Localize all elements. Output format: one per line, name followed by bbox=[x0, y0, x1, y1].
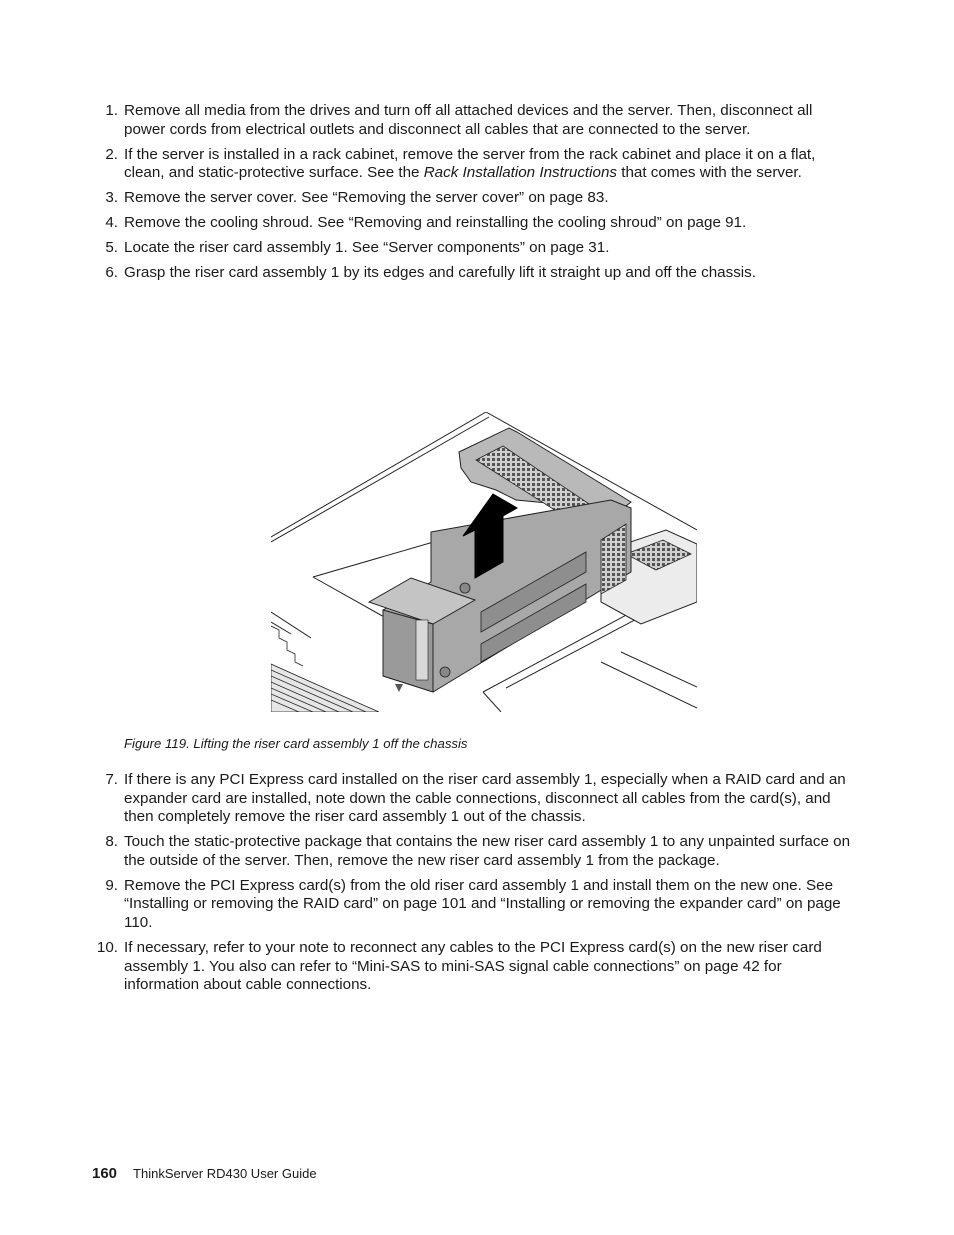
heatsink bbox=[271, 626, 379, 712]
step-number: 8. bbox=[105, 833, 118, 851]
step-item bbox=[92, 189, 852, 208]
chassis-edge bbox=[621, 652, 697, 687]
thumbscrew bbox=[440, 667, 450, 677]
step-item bbox=[92, 146, 852, 183]
thumbscrew bbox=[460, 583, 470, 593]
step-item bbox=[92, 877, 852, 933]
step-text: Grasp the riser card assembly 1 by its edges and carefully lift it straight up and off the chassis. bbox=[124, 264, 756, 282]
chassis-edge bbox=[313, 577, 386, 618]
chassis-edge bbox=[601, 662, 697, 708]
chassis-edge bbox=[483, 692, 501, 712]
chassis-edge bbox=[271, 417, 489, 542]
chassis-edge bbox=[271, 622, 291, 634]
step-number: 4. bbox=[105, 214, 118, 232]
riser-card-illustration bbox=[271, 412, 697, 712]
step-number: 7. bbox=[105, 771, 118, 788]
page-footer bbox=[92, 1165, 317, 1182]
step-text-part: If the server is installed in a rack cabinet, remove the server from the rack cabinet and place it on a flat, clean, and static-protective surface. See the bbox=[124, 145, 816, 182]
step-item bbox=[92, 833, 852, 870]
steps-list-before bbox=[92, 102, 852, 289]
step-number: 2. bbox=[105, 145, 118, 163]
step-item bbox=[92, 214, 852, 233]
step-item bbox=[92, 939, 852, 995]
document-title: ThinkServer RD430 User Guide bbox=[133, 1166, 317, 1181]
steps-list-after bbox=[92, 771, 852, 1001]
step-item bbox=[92, 264, 852, 283]
figure-caption: Figure 119. Lifting the riser card assembly 1 off the chassis bbox=[124, 736, 468, 751]
step-text: Locate the riser card assembly 1. See “Server components” on page 31. bbox=[124, 239, 610, 257]
step-text: Touch the static-protective package that contains the new riser card assembly 1 to any unpainted surface on the outside of the server. Then, remove the new riser card assembly 1 from the package. bbox=[124, 833, 851, 869]
step-number: 9. bbox=[105, 876, 118, 894]
chassis-edge bbox=[271, 412, 486, 537]
step-item bbox=[92, 102, 852, 139]
step-number: 10. bbox=[96, 938, 118, 956]
rack-instructions-title: Rack Installation Instructions bbox=[423, 164, 618, 182]
latch-tab bbox=[395, 684, 403, 692]
step-text bbox=[124, 146, 852, 183]
step-text: Remove the PCI Express card(s) from the old riser card assembly 1 and install them on the new one. See “Installing or removing the RAID card” on page 101 and “Installing or removing the expander card” on page 110. bbox=[124, 876, 841, 931]
step-item bbox=[92, 239, 852, 258]
step-text: Remove the server cover. See “Removing the server cover” on page 83. bbox=[124, 189, 609, 207]
connector-strip bbox=[416, 620, 428, 680]
step-text: Remove all media from the drives and turn off all attached devices and the server. Then, disconnect all power cords from electrical outlets and disconnect all cables that are connected to the server. bbox=[124, 102, 813, 138]
step-text: If necessary, refer to your note to reconnect any cables to the PCI Express card(s) on the new riser card assembly 1. You also can refer to “Mini-SAS to mini-SAS signal cable connections” on page 42 for information about cable connections. bbox=[124, 938, 822, 994]
step-number: 5. bbox=[105, 239, 118, 257]
step-number: 6. bbox=[105, 264, 118, 282]
step-text: If there is any PCI Express card installed on the riser card assembly 1, especially when a RAID card and an expander card are installed, note down the cable connections, disconnect all cables from the card(s), and then completely remove the riser card assembly 1 out of the chassis. bbox=[124, 771, 846, 826]
step-number: 3. bbox=[105, 189, 118, 207]
chassis-edge bbox=[271, 612, 311, 638]
step-text-part: that comes with the server. bbox=[617, 164, 802, 182]
step-text: Remove the cooling shroud. See “Removing and reinstalling the cooling shroud” on page 91. bbox=[124, 214, 747, 232]
step-number: 1. bbox=[105, 102, 118, 119]
page-number: 160 bbox=[92, 1165, 118, 1182]
step-item bbox=[92, 771, 852, 827]
